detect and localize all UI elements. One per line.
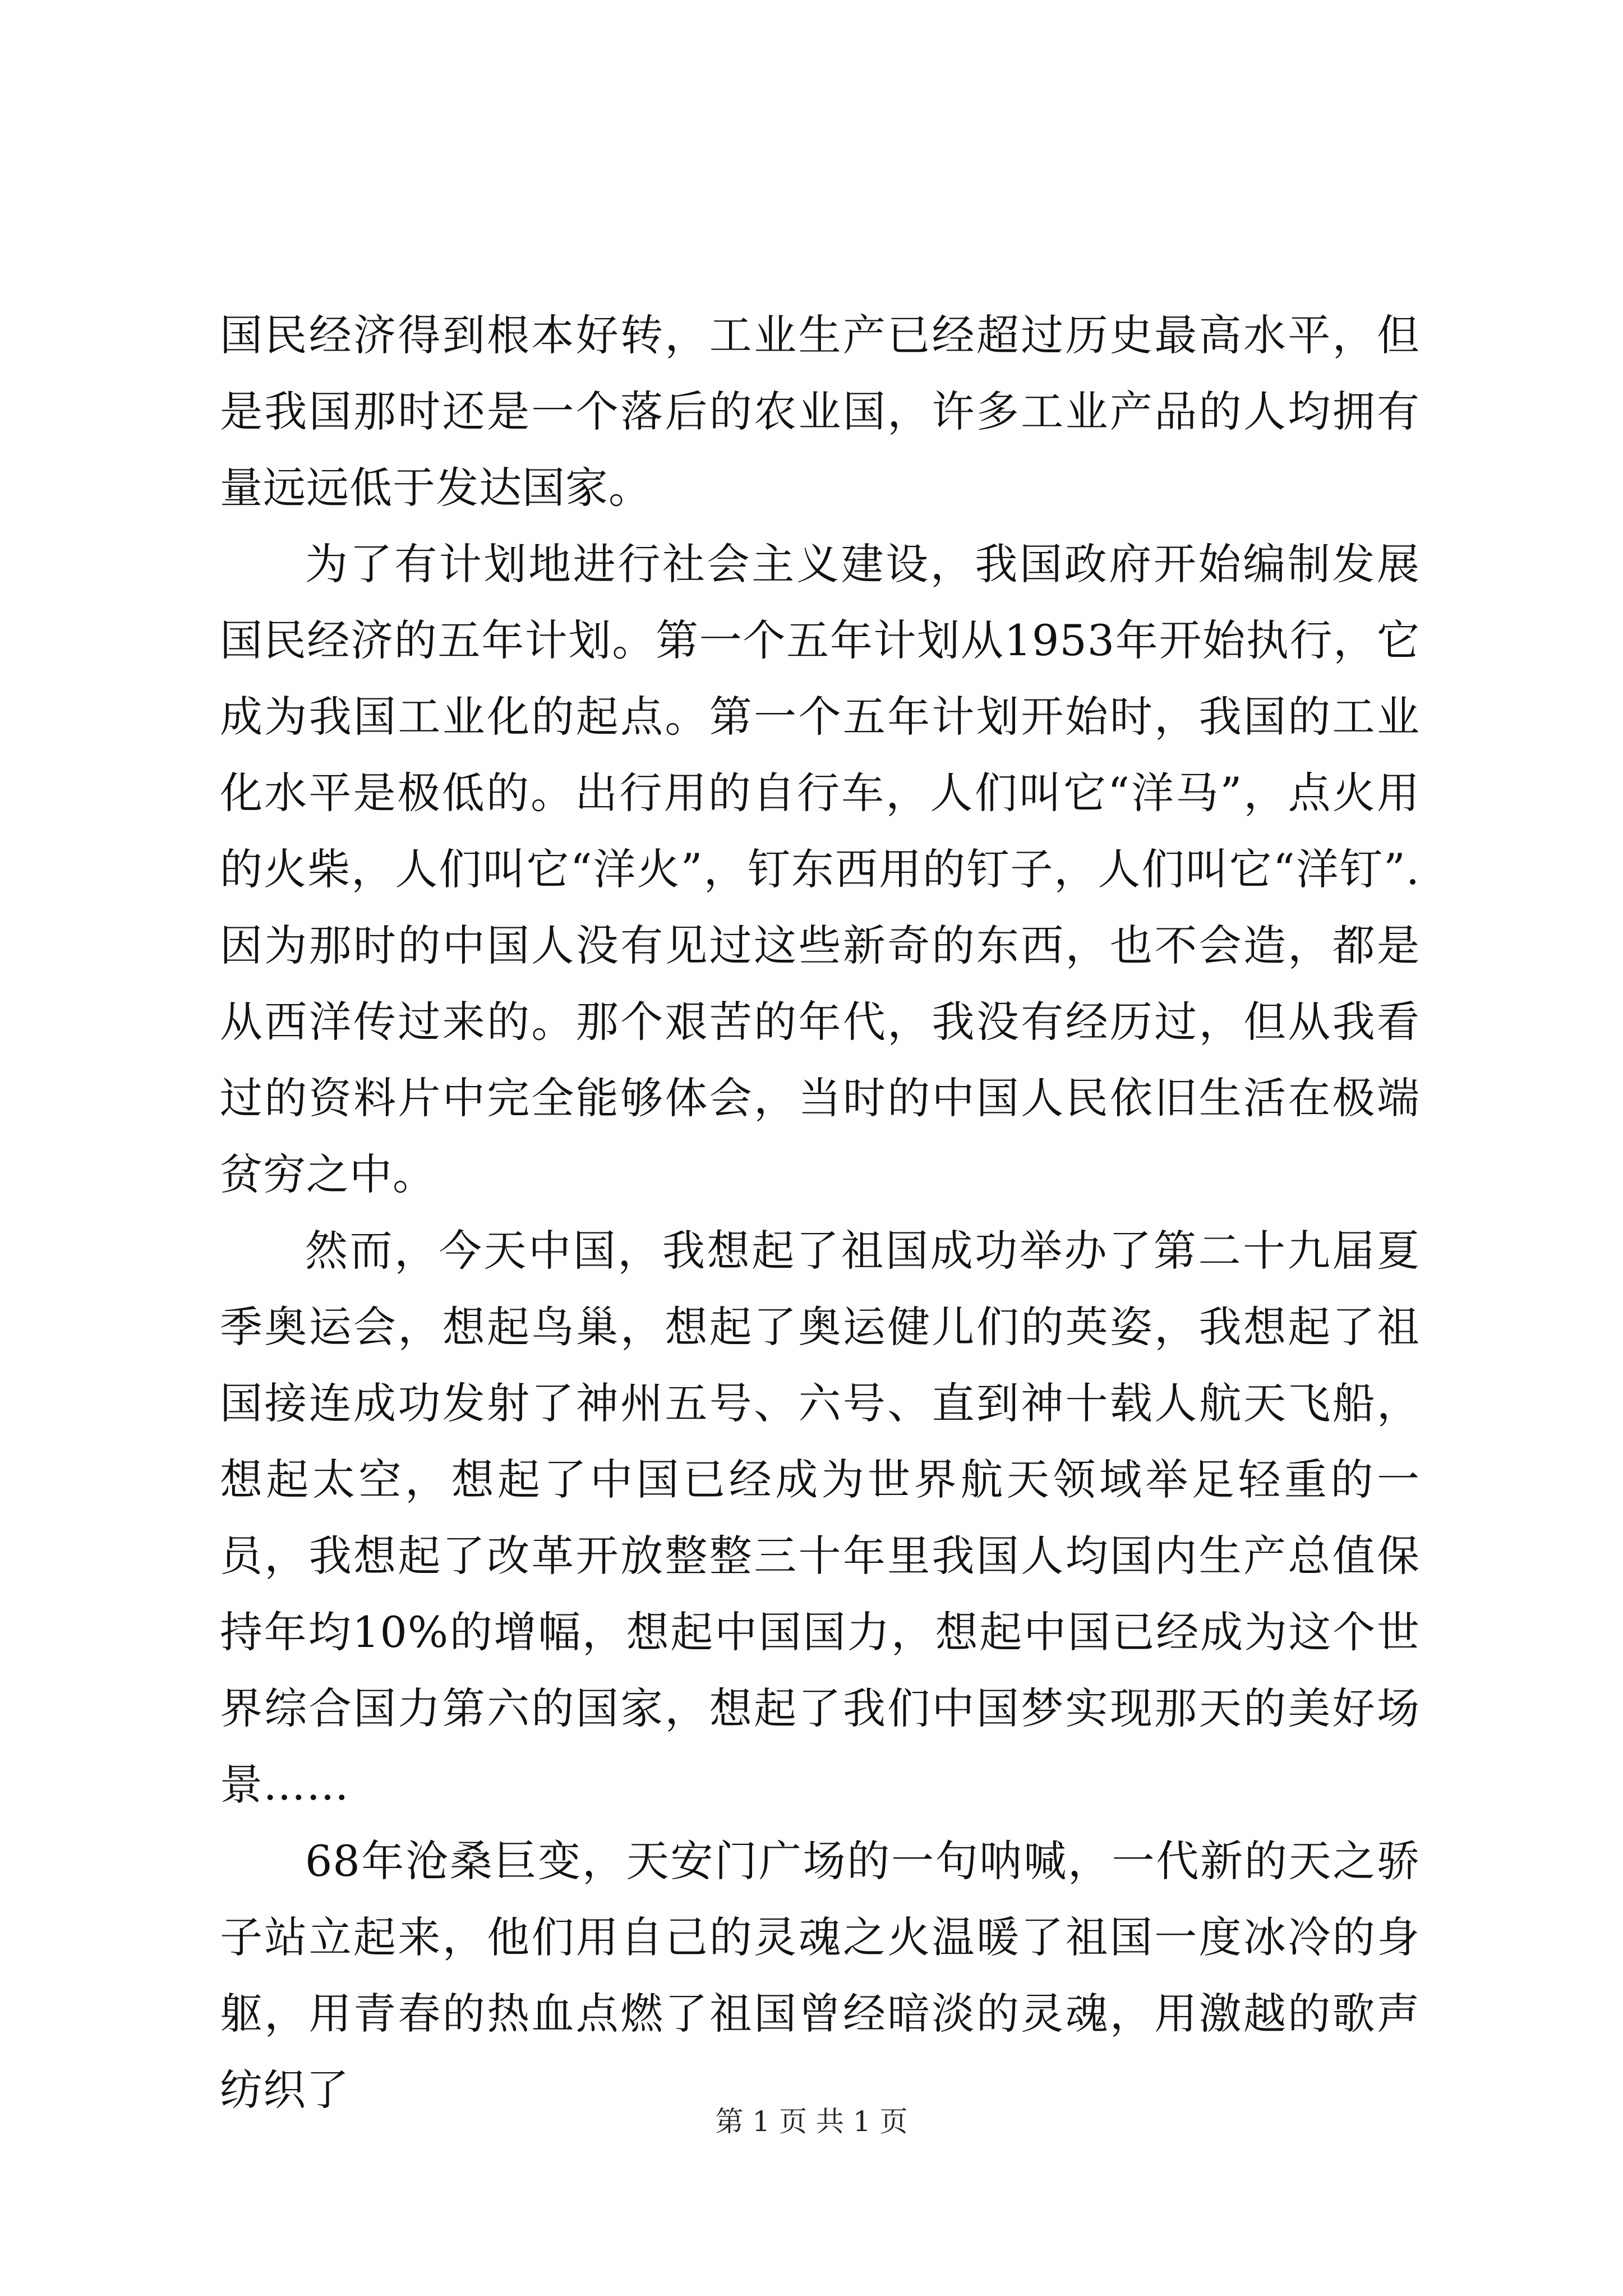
page-number-label: 第 1 页 共 1 页 (715, 2105, 908, 2138)
paragraph-2: 为了有计划地进行社会主义建设，我国政府开始编制发展国民经济的五年计划。第一个五年计划从1953年开始执行，它成为我国工业化的起点。第一个五年计划开始时，我国的工业化水平是极低的。出行用的自行车，人们叫它“洋马”，点火用的火柴，人们叫它“洋火”，钉东西用的钉子，人们叫它“洋钉”.因为那时的中国人没有见过这些新奇的东西，也不会造，都是从西洋传过来的。那个艰苦的年代，我没有经历过，但从我看过的资料片中完全能够体会，当时的中国人民依旧生活在极端贫穷之中。 (220, 539, 1420, 1199)
page-footer (0, 2105, 1623, 2138)
paragraph-4: 68年沧桑巨变，天安门广场的一句呐喊，一代新的天之骄子站立起来，他们用自己的灵魂之火温暖了祖国一度冰冷的身躯，用青春的热血点燃了祖国曾经暗淡的灵魂，用激越的歌声纺织了 (220, 1836, 1420, 2115)
document-body (220, 297, 1420, 2128)
paragraph-3: 然而，今天中国，我想起了祖国成功举办了第二十九届夏季奥运会，想起鸟巢，想起了奥运健儿们的英姿，我想起了祖国接连成功发射了神州五号、六号、直到神十载人航天飞船，想起太空，想起了中国已经成为世界航天领域举足轻重的一员，我想起了改革开放整整三十年里我国人均国内生产总值保持年均10%的增幅，想起中国国力，想起中国已经成为这个世界综合国力第六的国家，想起了我们中国梦实现那天的美好场景…… (220, 1226, 1420, 1810)
paragraph-1: 国民经济得到根本好转，工业生产已经超过历史最高水平，但是我国那时还是一个落后的农业国，许多工业产品的人均拥有量远远低于发达国家。 (220, 310, 1420, 513)
